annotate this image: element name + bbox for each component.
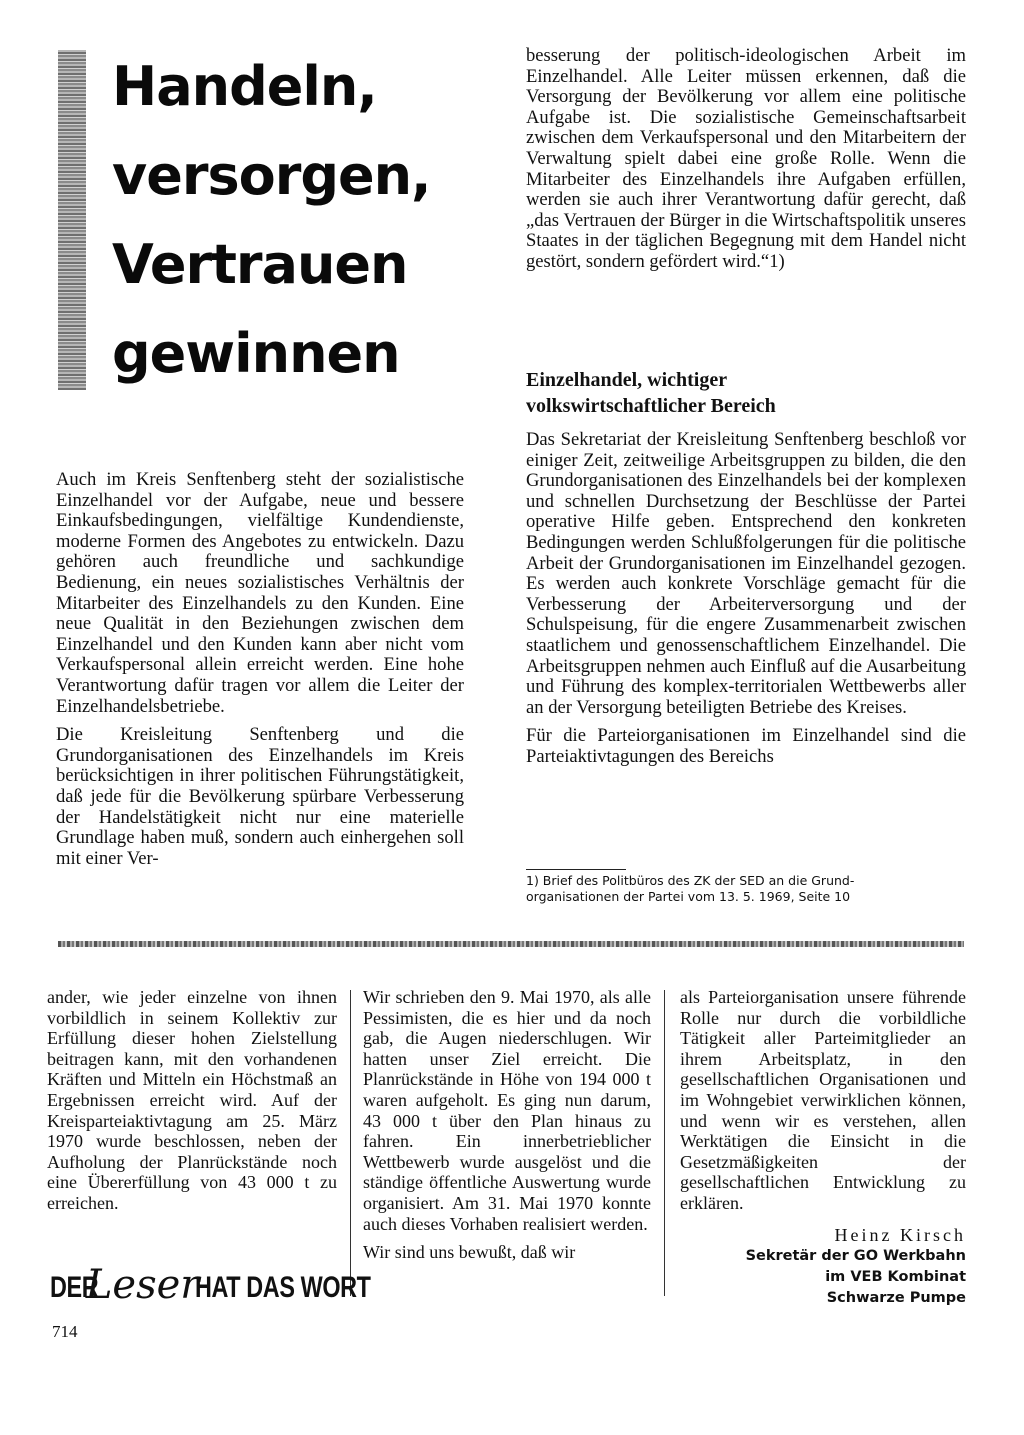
subheading-line: volkswirtschaftlicher Bereich <box>526 395 776 417</box>
footnote-line: 1) Brief des Politbüros des ZK der SED an die Grund- <box>526 873 855 888</box>
subheading-line: Einzelhandel, wichtiger <box>526 369 728 391</box>
article-title <box>112 42 492 398</box>
paragraph: Die Kreisleitung Senftenberg und die Grundorganisationen des Einzelhandels im Kreis berücksichtigen in ihrer politischen Führungstätigkeit, daß jede für die Bevölkerung spürbare Verbesserung der Handelstätigkeit nicht nur eine materielle Grundlage haben muß, sondern auch einhergehen soll mit einer Ver- <box>56 724 464 869</box>
title-line: gewinnen <box>112 322 400 385</box>
title-line: versorgen, <box>112 144 431 207</box>
signature-block <box>680 1225 966 1309</box>
paragraph: Das Sekretariat der Kreisleitung Senftenberg beschloß vor einiger Zeit, zeitweilige Arbeitsgruppen zu bilden, die den Grundorganisationen des Einzelhandels bei der komplexen und schnellen Durchsetzung der Beschlüsse der Partei operative Hilfe geben. Entsprechend den konkreten Bedingungen werden Schlußfolgerungen für die politische Arbeit der Grundorganisationen im Einzelhandel gezogen. Es werden auch konkrete Vorschläge gemacht für die Verbesserung der Arbeiterversorgung und der Schulspeisung, für die engere Zusammenarbeit zwischen staatlichem und genossenschaftlichem Einzelhandel. Die Arbeitsgruppen nehmen auch Einfluß auf die Ausarbeitung und Führung des komplex-territorialen Wettbewerbs aller an der Versorgung beteiligten Betriebe des Kreises. <box>526 429 966 718</box>
footnote <box>526 873 966 905</box>
section-subheading <box>526 367 966 419</box>
paragraph: ander, wie jeder einzelne von ihnen vorbildlich in seinem Kollektiv zur Erfüllung dieser hohen Zielstellung beitragen kann, mit den vorhandenen Kräften und Mitteln ein Höchstmaß an Ergebnissen erreicht wird. Auf der Kreisparteiaktivtagung am 25. März 1970 wurde beschlossen, neben der Aufholung der Planrückstände noch eine Übererfüllung von 43 000 t zu erreichen. <box>47 987 337 1213</box>
left-column <box>56 470 464 869</box>
title-line: Handeln, <box>112 55 377 118</box>
paragraph: besserung der politisch-ideologischen Arbeit im Einzelhandel. Alle Leiter müssen erkennen, daß die Versorgung der Bevölkerung vor allem eine politische Aufgabe ist. Die sozialistische Gemeinschaftsarbeit zwischen dem Verkaufspersonal und den Mitarbeitern der Verwaltung spielt dabei eine große Rolle. Wenn die Mitarbeiter des Einzelhandels ihre Aufgaben erfüllen, werden sie auch ihrer Verantwortung dafür gerecht, daß „das Vertrauen der Bürger in die Wirtschaftspolitik unseres Staates in der täglichen Begegnung mit dem Handel nicht gestört, sondern gefördert wird.“1) <box>526 45 966 272</box>
paragraph: Wir sind uns bewußt, daß wir <box>363 1242 576 1263</box>
right-column-body <box>526 430 966 768</box>
section-logo <box>50 1255 371 1308</box>
paragraph: Wir schrieben den 9. Mai 1970, als alle Pessimisten, die es hier und da noch gab, die Augen niederschlugen. Wir hatten unser Ziel erreicht. Die Planrückstände in Höhe von 194 000 t waren aufgeholt. Es ging nun darum, 43 000 t über den Plan hinaus zu fahren. Ein innerbetrieblicher Wettbewerb wurde ausgelöst und die ständige öffentliche Auswertung wurde organisiert. Am 31. Mai 1970 konnte auch dieses Vorhaben realisiert werden. <box>363 987 651 1234</box>
bottom-column-2 <box>363 987 651 1263</box>
footnote-line: organisationen der Partei vom 13. 5. 1969, Seite 10 <box>526 889 851 904</box>
logo-script-text: Leser <box>85 1262 200 1308</box>
right-column-top <box>526 46 966 273</box>
logo-text: HAT DAS WORT <box>195 1271 371 1304</box>
column-rule <box>350 990 351 1296</box>
section-divider <box>58 941 964 947</box>
paragraph: als Parteiorganisation unsere führende Rolle nur durch die vorbildliche Tätigkeit aller Parteimitglieder an ihrem Arbeitsplatz, in den gesellschaftlichen Organisationen und im Wohngebiet verwirklichen können, und wenn wir es verstehen, allen Werktätigen die Einsicht in die Gesetzmäßigkeiten der gesellschaftlichen Entwicklung zu erklären. <box>680 987 966 1213</box>
bottom-column-1 <box>47 987 337 1214</box>
paragraph: Für die Parteiorganisationen im Einzelhandel sind die Parteiaktivtagungen des Bereichs <box>526 725 966 767</box>
author-role: Sekretär der GO Werkbahn <box>745 1248 966 1264</box>
bottom-column-3 <box>680 987 966 1214</box>
column-rule <box>664 990 665 1296</box>
logo-text: DER <box>50 1271 99 1304</box>
author-role: Schwarze Pumpe <box>826 1290 966 1306</box>
title-decorative-bar <box>58 50 86 390</box>
page-number: 714 <box>52 1322 78 1341</box>
title-line: Vertrauen <box>112 233 408 296</box>
footnote-rule <box>526 869 626 870</box>
paragraph: Auch im Kreis Senftenberg steht der sozialistische Einzelhandel vor der Aufgabe, neue und bessere Einkaufsbedingungen, vielfältige Kundendienste, moderne Formen des Angebotes zu entwickeln. Dazu gehören auch freundliche und sachkundige Bedienung, ein neues sozialistisches Verhältnis der Mitarbeiter des Einzelhandels zu den Kunden. Eine neue Qualität in den Beziehungen zwischen dem Einzelhandel und den Kunden kann aber nicht vom Verkaufspersonal allein erreicht werden. Eine hohe Verantwortung dafür tragen vor allem die Leiter der Einzelhandelsbetriebe. <box>56 469 464 717</box>
author-role: im VEB Kombinat <box>825 1269 966 1285</box>
author-name: Heinz Kirsch <box>834 1225 966 1245</box>
